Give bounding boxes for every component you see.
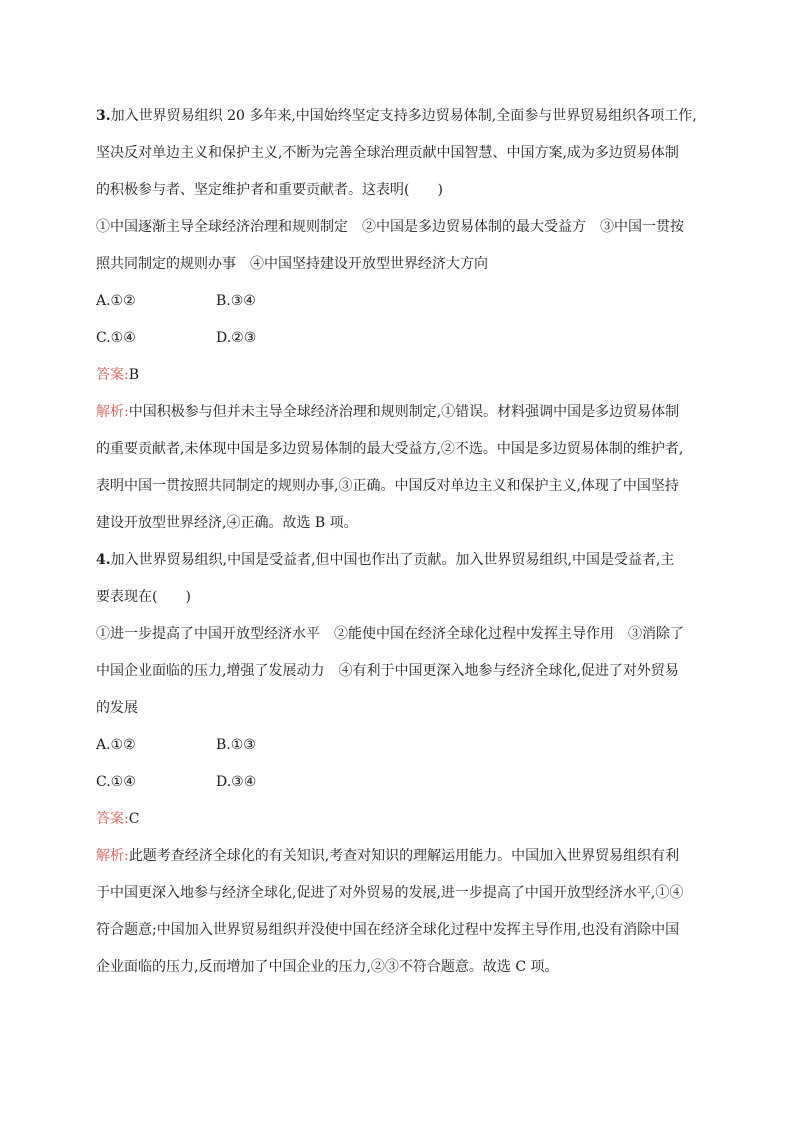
options-row (96, 727, 716, 764)
option-b[interactable]: B.③④ (216, 293, 256, 309)
analysis-line: 建设开放型世界经济,④正确。故选 B 项。 (96, 515, 358, 531)
option-c[interactable]: C.①④ (96, 330, 136, 346)
option-d[interactable]: D.②③ (216, 330, 257, 346)
question-4 (96, 542, 716, 986)
statement-line: ①中国逐渐主导全球经济治理和规则制定 ②中国是多边贸易体制的最大受益方 ③中国一贯按 (96, 219, 684, 235)
answer-value: B (128, 367, 140, 383)
analysis-line: 符合题意;中国加入世界贸易组织并没使中国在经济全球化过程中发挥主导作用,也没有消除中国 (96, 922, 680, 938)
option-a[interactable]: A.①② (96, 737, 136, 753)
question-stem-line: 要表现在( ) (96, 589, 191, 605)
analysis-line: 于中国更深入地参与经济全球化,促进了对外贸易的发展,进一步提高了中国开放型经济水平,①④ (96, 885, 684, 901)
option-c[interactable]: C.①④ (96, 774, 136, 790)
options-row (96, 764, 716, 801)
analysis-line: 表明中国一贯按照共同制定的规则办事,③正确。中国反对单边主义和保护主义,体现了中国坚持 (96, 478, 679, 494)
answer-value: C (128, 811, 140, 827)
answer-line (96, 801, 716, 838)
analysis-line: 解析:中国积极参与但并未主导全球经济治理和规则制定,①错误。材料强调中国是多边贸易体制 (96, 404, 680, 420)
statement-line: 照共同制定的规则办事 ④中国坚持建设开放型世界经济大方向 (96, 256, 488, 272)
statement-line: 的发展 (96, 700, 138, 716)
analysis-line: 解析:此题考查经济全球化的有关知识,考查对知识的理解运用能力。中国加入世界贸易组织有利 (96, 848, 680, 864)
option-b[interactable]: B.①③ (216, 737, 256, 753)
question-3 (96, 98, 716, 542)
statement-line: 中国企业面临的压力,增强了发展动力 ④有利于中国更深入地参与经济全球化,促进了对外贸易 (96, 663, 679, 679)
question-stem-line: 的积极参与者、坚定维护者和重要贡献者。这表明( ) (96, 182, 443, 198)
answer-label: 答案: (96, 811, 129, 827)
question-number: 3. (96, 108, 111, 124)
analysis-line: 的重要贡献者,未体现中国是多边贸易体制的最大受益方,②不选。中国是多边贸易体制的维护者, (96, 441, 684, 457)
option-d[interactable]: D.③④ (216, 774, 257, 790)
analysis-label: 解析: (96, 848, 129, 864)
question-stem-line: 坚决反对单边主义和保护主义,不断为完善全球治理贡献中国智慧、中国方案,成为多边贸易体制 (96, 145, 679, 161)
option-a[interactable]: A.①② (96, 293, 136, 309)
question-number: 4. (96, 552, 111, 568)
options-row (96, 283, 716, 320)
options-row (96, 320, 716, 357)
analysis-line: 企业面临的压力,反而增加了中国企业的压力,②③不符合题意。故选 C 项。 (96, 959, 559, 975)
statement-line: ①进一步提高了中国开放型经济水平 ②能使中国在经济全球化过程中发挥主导作用 ③消除了 (96, 626, 684, 642)
answer-label: 答案: (96, 367, 129, 383)
answer-line (96, 357, 716, 394)
question-stem-line: 3.加入世界贸易组织 20 多年来,中国始终坚定支持多边贸易体制,全面参与世界贸易组织各项工作, (96, 108, 697, 124)
document-page (96, 98, 716, 986)
question-stem-line: 4.加入世界贸易组织,中国是受益者,但中国也作出了贡献。加入世界贸易组织,中国是受益者,主 (96, 552, 675, 568)
analysis-label: 解析: (96, 404, 129, 420)
